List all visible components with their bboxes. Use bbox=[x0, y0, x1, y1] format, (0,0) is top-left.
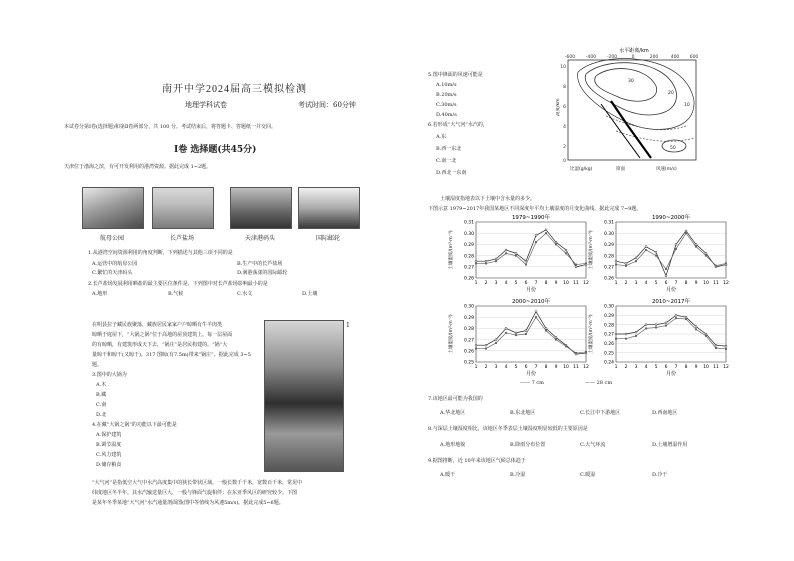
point-7cm bbox=[525, 330, 527, 332]
q9-option-d: D.冷干 bbox=[652, 472, 668, 478]
q9-option-a: A.暖干 bbox=[440, 472, 456, 478]
x-tick-label: 12 bbox=[723, 281, 729, 286]
x-axis-label: 月份 bbox=[665, 287, 677, 293]
x-tick-label: 12 bbox=[723, 365, 729, 370]
y-tick-label: 0.29 bbox=[603, 314, 614, 320]
x-tick-label: 5 bbox=[514, 365, 518, 370]
point-28cm bbox=[715, 347, 717, 349]
q7-option-d: D.西南地区 bbox=[652, 410, 678, 416]
point-28cm bbox=[685, 232, 687, 234]
x-tick-label: 1 bbox=[614, 365, 618, 370]
y-tick-label: 0.27 bbox=[603, 265, 614, 271]
x-axis-label: 月份 bbox=[665, 371, 677, 377]
instruction-1: 天津位于渤海之滨，有可开发利用的港湾资源。据此完成 1~2题。 bbox=[64, 164, 212, 170]
contour-label: 10 bbox=[684, 103, 690, 108]
question-7: 7.该地区最可能为我国的 bbox=[428, 396, 483, 402]
y-tick-label: 0.28 bbox=[463, 327, 474, 333]
q7-option-a: A.华北地区 bbox=[440, 410, 466, 416]
q1-option-d: D.满港荡漾的国际邮轮 bbox=[237, 270, 288, 276]
point-28cm bbox=[675, 248, 677, 250]
point-7cm bbox=[695, 326, 697, 328]
soil-chart-2000-2010 bbox=[446, 296, 596, 380]
intro-text: 本试卷分第Ⅰ卷(选择题)和第Ⅱ卷两部分，共 100 分。考试结束后，将答题卡、答题纸一并交回。 bbox=[64, 124, 277, 130]
x-tick-label: 1 bbox=[614, 281, 618, 286]
caption-port: 天津港码头 bbox=[244, 235, 275, 242]
diagram-left-tick: 10 bbox=[560, 65, 566, 70]
point-7cm bbox=[635, 331, 637, 333]
y-axis-label: 土壤湿度/(m³·m⁻³) bbox=[589, 230, 594, 270]
point-28cm bbox=[555, 243, 557, 245]
point-28cm bbox=[515, 255, 517, 257]
y-tick-label: 0.25 bbox=[603, 351, 614, 357]
point-7cm bbox=[705, 252, 707, 254]
x-tick-label: 10 bbox=[703, 281, 709, 286]
point-28cm bbox=[695, 246, 697, 248]
passage-line: 量晾干和晾干(又晾干)。317 图晾(有7.5m)带来“锅庄”。据此完成 3~5 bbox=[92, 352, 251, 358]
point-7cm bbox=[535, 311, 537, 313]
point-28cm bbox=[475, 262, 477, 264]
x-tick-label: 11 bbox=[573, 281, 579, 286]
x-tick-label: 7 bbox=[534, 281, 538, 286]
point-28cm bbox=[495, 342, 497, 344]
q6-option-c: C.南一北 bbox=[436, 158, 457, 164]
point-7cm bbox=[525, 260, 527, 262]
diagram-top-tick: -200 bbox=[606, 55, 618, 60]
series-line-7cm bbox=[476, 230, 586, 267]
x-tick-label: 7 bbox=[674, 365, 678, 370]
x-tick-label: 4 bbox=[644, 281, 648, 286]
point-28cm bbox=[505, 252, 507, 254]
bottom-passage-line: 是某年冬季某地“大气河”水汽通量剖面图(图中等值线为风速5m/s)。据此完成5~6题。 bbox=[92, 500, 284, 506]
x-tick-label: 8 bbox=[544, 365, 548, 370]
q5-option-a: A.10m/s bbox=[436, 82, 457, 88]
diagram-top-tick: 200 bbox=[649, 55, 659, 60]
diagram-top-tick: -600 bbox=[564, 55, 576, 60]
caption-salt-field: 长芦盐场 bbox=[169, 235, 194, 242]
x-axis-label: 月份 bbox=[525, 371, 537, 377]
x-tick-label: 11 bbox=[573, 365, 579, 370]
x-tick-label: 6 bbox=[664, 365, 668, 370]
x-tick-label: 3 bbox=[494, 281, 498, 286]
y-tick-label: 0.29 bbox=[463, 243, 474, 249]
point-28cm bbox=[715, 265, 717, 267]
x-tick-label: 4 bbox=[644, 365, 648, 370]
point-7cm bbox=[625, 262, 627, 264]
y-tick-label: 0.30 bbox=[463, 231, 474, 237]
point-28cm bbox=[665, 268, 667, 270]
point-28cm bbox=[645, 249, 647, 251]
y-tick-label: 0.30 bbox=[603, 231, 614, 237]
caption-carrier-park: 航母公园 bbox=[99, 235, 124, 242]
photo-terrace bbox=[264, 320, 344, 472]
x-tick-label: 4 bbox=[504, 365, 508, 370]
x-tick-label: 10 bbox=[563, 281, 569, 286]
photo-port bbox=[230, 187, 292, 229]
point-7cm bbox=[615, 333, 617, 335]
x-tick-label: 4 bbox=[504, 281, 508, 286]
q1-option-c: C.繁忙的天津码头 bbox=[92, 270, 133, 276]
subject-label: 地理学科试卷 bbox=[185, 101, 227, 109]
contour-label: 20 bbox=[668, 91, 674, 96]
y-tick-label: 0.26 bbox=[603, 276, 614, 282]
x-tick-label: 12 bbox=[583, 281, 589, 286]
legend-28cm: —— 28 cm bbox=[585, 380, 613, 386]
question-2: 2.长芦盐场发展利用晒盐的最主要区位条件是，下列图中对长芦盐场影响最小的是 bbox=[88, 281, 268, 287]
photo-carrier-park bbox=[82, 187, 144, 229]
photo-number: 1 bbox=[346, 322, 350, 329]
soil-chart-1990-2000 bbox=[586, 212, 736, 296]
point-28cm bbox=[615, 264, 617, 266]
plot-frame bbox=[476, 306, 586, 362]
passage-line: 在明县拉子藏民族聚落，藏族居民家家户户晾晒有牛羊肉类 bbox=[92, 322, 223, 328]
point-28cm bbox=[565, 345, 567, 347]
point-7cm bbox=[655, 324, 657, 326]
x-axis-label: 月份 bbox=[525, 287, 537, 293]
q4-option-c: C.风力建筑 bbox=[96, 452, 122, 458]
x-tick-label: 11 bbox=[713, 281, 719, 286]
point-7cm bbox=[565, 249, 567, 251]
y-tick-label: 0.25 bbox=[463, 360, 474, 366]
point-7cm bbox=[715, 344, 717, 346]
point-28cm bbox=[525, 264, 527, 266]
point-28cm bbox=[495, 260, 497, 262]
q9-option-b: B.冷湿 bbox=[510, 472, 526, 478]
x-tick-label: 6 bbox=[524, 281, 528, 286]
point-7cm bbox=[695, 243, 697, 245]
point-7cm bbox=[505, 249, 507, 251]
x-tick-label: 9 bbox=[554, 281, 558, 286]
point-28cm bbox=[705, 335, 707, 337]
y-tick-label: 0.26 bbox=[463, 276, 474, 282]
point-7cm bbox=[725, 345, 727, 347]
diagram-top-tick: 400 bbox=[670, 55, 680, 60]
point-7cm bbox=[665, 322, 667, 324]
x-tick-label: 6 bbox=[524, 365, 528, 370]
q2-option-a: A.地形 bbox=[92, 291, 108, 297]
diagram-left-tick: 8 bbox=[563, 85, 566, 90]
point-7cm bbox=[615, 260, 617, 262]
diagram-legend-item: 锋面 bbox=[616, 167, 625, 172]
y-tick-label: 0.30 bbox=[463, 304, 474, 310]
series-line-28cm bbox=[616, 318, 726, 349]
x-tick-label: 2 bbox=[624, 365, 628, 370]
point-28cm bbox=[685, 318, 687, 320]
legend-7cm: —— 7 cm bbox=[520, 380, 544, 386]
x-tick-label: 5 bbox=[514, 281, 518, 286]
x-tick-label: 10 bbox=[703, 365, 709, 370]
y-tick-label: 0.28 bbox=[463, 254, 474, 260]
diagram-left-tick: 2 bbox=[563, 145, 566, 150]
point-28cm bbox=[535, 241, 537, 243]
point-28cm bbox=[485, 348, 487, 350]
passage-line: 晾晒于庭屋下，“大锅之锅”位于高地的屋顶建筑上。每一层屋面 bbox=[92, 332, 233, 338]
q2-option-d: D.土壤 bbox=[302, 291, 318, 297]
point-28cm bbox=[575, 352, 577, 354]
diagram-top-tick: 600 bbox=[689, 55, 699, 60]
x-tick-label: 8 bbox=[544, 281, 548, 286]
point-7cm bbox=[655, 251, 657, 253]
q5-option-d: D.40m/s bbox=[436, 112, 457, 118]
x-tick-label: 8 bbox=[684, 365, 688, 370]
y-tick-label: 0.26 bbox=[603, 342, 614, 348]
q8-option-b: B.降雨分布位置 bbox=[510, 442, 546, 448]
photo-cruise bbox=[298, 187, 360, 229]
point-7cm bbox=[675, 243, 677, 245]
point-7cm bbox=[515, 332, 517, 334]
point-28cm bbox=[545, 330, 547, 332]
point-28cm bbox=[535, 316, 537, 318]
series-line-28cm bbox=[476, 317, 586, 353]
y-tick-label: 0.26 bbox=[463, 349, 474, 355]
diagram-left-tick: 4 bbox=[563, 125, 566, 130]
diagram-top-axis-label: 水平距离/km bbox=[619, 48, 649, 54]
question-3: 3.图中的大锅为 bbox=[92, 372, 127, 378]
x-tick-label: 2 bbox=[624, 281, 628, 286]
chart-title: 1990~2000年 bbox=[651, 215, 691, 221]
point-28cm bbox=[645, 327, 647, 329]
series-line-7cm bbox=[616, 231, 726, 276]
y-axis-label: 土壤湿度/(m³·m⁻³) bbox=[589, 314, 594, 354]
q4-option-d: D.储存粮食 bbox=[96, 462, 122, 468]
q8-option-d: D.土壤增温作用 bbox=[652, 442, 688, 448]
y-axis-label: 土壤湿度/(m³·m⁻³) bbox=[449, 314, 454, 354]
x-tick-label: 5 bbox=[654, 281, 658, 286]
contour-label: 50 bbox=[670, 146, 676, 151]
atmospheric-river-diagram bbox=[556, 46, 712, 178]
x-tick-label: 7 bbox=[534, 365, 538, 370]
point-7cm bbox=[635, 257, 637, 259]
point-7cm bbox=[625, 333, 627, 335]
caption-cruise: 国际邮轮 bbox=[315, 235, 340, 242]
q1-option-a: A.运营中的航母公园 bbox=[92, 261, 138, 267]
point-28cm bbox=[515, 334, 517, 336]
point-7cm bbox=[645, 246, 647, 248]
chart-title: 2010~2017年 bbox=[651, 299, 691, 305]
chart-title: 1979~1990年 bbox=[511, 215, 551, 221]
point-28cm bbox=[635, 335, 637, 337]
q7-option-b: B.东北地区 bbox=[510, 410, 536, 416]
q2-option-b: B.气候 bbox=[168, 291, 184, 297]
plot-frame bbox=[616, 222, 726, 278]
x-tick-label: 3 bbox=[634, 281, 638, 286]
point-28cm bbox=[655, 255, 657, 257]
x-tick-label: 9 bbox=[694, 281, 698, 286]
q6-option-a: A.东 bbox=[436, 134, 447, 140]
exam-time: 考试时间：60分钟 bbox=[298, 101, 356, 109]
question-4: 4.在藏“大锅之锅”的功能以下最可能是 bbox=[92, 422, 177, 428]
x-tick-label: 1 bbox=[474, 281, 478, 286]
q8-option-a: A.地形地貌 bbox=[440, 442, 466, 448]
bottom-passage-line: 纬度地区冬半年。其水汽输送量巨大，一般与锋面气旋相伴；在东亚季风区的研究较少。下图 bbox=[92, 490, 298, 496]
y-tick-label: 0.28 bbox=[603, 323, 614, 329]
q9-option-c: C.暖湿 bbox=[580, 472, 596, 478]
contour-label: 30 bbox=[628, 79, 634, 84]
point-7cm bbox=[545, 327, 547, 329]
bottom-passage-line: “大气河”是指低空大气中水汽高度集中的狭长带状区域。一般长数千千米，宽数百千米，常见中 bbox=[92, 480, 303, 486]
point-28cm bbox=[545, 232, 547, 234]
q7-option-c: C.长江中下游地区 bbox=[580, 410, 621, 416]
diagram-legend-item: 比湿(g/kg) bbox=[570, 167, 593, 172]
diagram-left-tick: 6 bbox=[563, 105, 566, 110]
chart-title: 2000~2010年 bbox=[511, 299, 551, 305]
point-28cm bbox=[675, 317, 677, 319]
point-7cm bbox=[645, 324, 647, 326]
x-tick-label: 7 bbox=[674, 281, 678, 286]
q6-option-d: D.西北一东南 bbox=[436, 170, 467, 176]
q5-option-b: B.20m/s bbox=[436, 92, 457, 98]
diagram-frame bbox=[568, 60, 696, 160]
question-8: 8.与深层土壤湿度相比，该地区冬季表层土壤湿度明显较低的主要原因是 bbox=[428, 426, 588, 432]
point-7cm bbox=[675, 314, 677, 316]
y-tick-label: 0.31 bbox=[603, 220, 614, 226]
point-7cm bbox=[665, 275, 667, 277]
q2-option-c: C.水文 bbox=[237, 291, 253, 297]
point-28cm bbox=[485, 262, 487, 264]
point-28cm bbox=[635, 260, 637, 262]
point-7cm bbox=[485, 260, 487, 262]
passage-line: 的有晾晒，有建筑形成天下去，“锅庄”是居民构建的。“锅”大 bbox=[92, 342, 228, 348]
point-7cm bbox=[495, 258, 497, 260]
point-7cm bbox=[555, 241, 557, 243]
point-28cm bbox=[665, 325, 667, 327]
x-tick-label: 5 bbox=[654, 365, 658, 370]
q6-option-b: B.西一东北 bbox=[436, 146, 462, 152]
point-28cm bbox=[505, 332, 507, 334]
point-7cm bbox=[475, 260, 477, 262]
photo-salt-field bbox=[152, 187, 214, 229]
point-28cm bbox=[725, 262, 727, 264]
point-28cm bbox=[475, 348, 477, 350]
point-7cm bbox=[495, 339, 497, 341]
x-tick-label: 12 bbox=[583, 365, 589, 370]
x-tick-label: 11 bbox=[713, 365, 719, 370]
point-28cm bbox=[615, 338, 617, 340]
series-line-28cm bbox=[616, 233, 726, 269]
q3-option-a: A.木 bbox=[96, 382, 107, 388]
point-7cm bbox=[505, 327, 507, 329]
point-7cm bbox=[685, 316, 687, 318]
question-1: 1.从港湾空间资源利用的角度判断，下列描述与其他三项不同的是 bbox=[88, 250, 233, 256]
diagram-left-tick: 0 bbox=[563, 159, 566, 164]
point-28cm bbox=[655, 326, 657, 328]
diagram-top-tick: -400 bbox=[585, 55, 597, 60]
point-28cm bbox=[525, 333, 527, 335]
point-7cm bbox=[545, 229, 547, 231]
point-7cm bbox=[475, 344, 477, 346]
diagram-legend-item: 风速(m/s) bbox=[656, 167, 677, 172]
q3-option-d: D.北 bbox=[96, 412, 107, 418]
soil-intro: 土壤湿度指地表以下土壤中含水量的多少。 bbox=[440, 196, 536, 202]
q5-option-c: C.30m/s bbox=[436, 102, 457, 108]
series-line-7cm bbox=[616, 315, 726, 346]
section-title: Ⅰ卷 选择题(共45分) bbox=[174, 145, 257, 155]
point-28cm bbox=[575, 264, 577, 266]
y-axis-label: 土壤湿度/(m³·m⁻³) bbox=[449, 230, 454, 270]
point-7cm bbox=[535, 234, 537, 236]
point-7cm bbox=[705, 333, 707, 335]
point-7cm bbox=[485, 344, 487, 346]
y-tick-label: 0.27 bbox=[463, 338, 474, 344]
x-tick-label: 3 bbox=[494, 365, 498, 370]
x-tick-label: 10 bbox=[563, 365, 569, 370]
passage-line: 题。 bbox=[92, 362, 103, 368]
y-tick-label: 0.27 bbox=[463, 265, 474, 271]
diagram-top-tick: 0 bbox=[631, 55, 635, 60]
q4-option-a: A.保护建筑 bbox=[96, 432, 122, 438]
series-line-7cm bbox=[476, 312, 586, 355]
x-tick-label: 6 bbox=[664, 281, 668, 286]
q4-option-b: B.调节温度 bbox=[96, 442, 122, 448]
point-28cm bbox=[625, 338, 627, 340]
x-tick-label: 1 bbox=[474, 365, 478, 370]
y-tick-label: 0.24 bbox=[603, 360, 614, 366]
point-28cm bbox=[705, 255, 707, 257]
y-tick-label: 0.29 bbox=[463, 315, 474, 321]
point-28cm bbox=[625, 265, 627, 267]
diagram-left-axis-label: 高度/km bbox=[556, 98, 561, 116]
x-tick-label: 2 bbox=[484, 281, 488, 286]
x-tick-label: 3 bbox=[634, 365, 638, 370]
question-9: 9.据图推断，近 10年来该地区气候总体趋于 bbox=[428, 458, 526, 464]
x-tick-label: 8 bbox=[684, 281, 688, 286]
question-6: 6.若形成“大气河”水汽的， bbox=[428, 122, 488, 128]
point-7cm bbox=[575, 266, 577, 268]
x-tick-label: 9 bbox=[554, 365, 558, 370]
point-28cm bbox=[695, 328, 697, 330]
soil-question: 下图示意 1979~2017年我国某地区不同深度年平均土壤湿度的月变化曲线。据此完成 7~9题。 bbox=[428, 206, 642, 212]
q3-option-b: B.藏 bbox=[96, 392, 107, 398]
plot-frame bbox=[476, 222, 586, 278]
x-tick-label: 9 bbox=[694, 365, 698, 370]
q3-option-c: C.南 bbox=[96, 402, 107, 408]
q8-option-c: C.大气环流 bbox=[580, 442, 606, 448]
point-7cm bbox=[685, 230, 687, 232]
y-tick-label: 0.29 bbox=[603, 243, 614, 249]
page-title: 南开中学2024届高三模拟检测 bbox=[162, 84, 307, 95]
soil-chart-1979-1990 bbox=[446, 212, 596, 296]
point-28cm bbox=[565, 252, 567, 254]
point-28cm bbox=[555, 339, 557, 341]
question-5: 5.图中锋面的风速可能是 bbox=[428, 72, 483, 78]
x-tick-label: 2 bbox=[484, 365, 488, 370]
point-7cm bbox=[515, 252, 517, 254]
y-tick-label: 0.28 bbox=[603, 254, 614, 260]
point-7cm bbox=[555, 336, 557, 338]
soil-chart-2010-2017 bbox=[586, 296, 736, 380]
point-28cm bbox=[725, 348, 727, 350]
q1-option-b: B.生产中的长芦盐场 bbox=[237, 261, 283, 267]
y-tick-label: 0.27 bbox=[603, 332, 614, 338]
y-tick-label: 0.30 bbox=[603, 304, 614, 310]
y-tick-label: 0.31 bbox=[463, 220, 474, 226]
